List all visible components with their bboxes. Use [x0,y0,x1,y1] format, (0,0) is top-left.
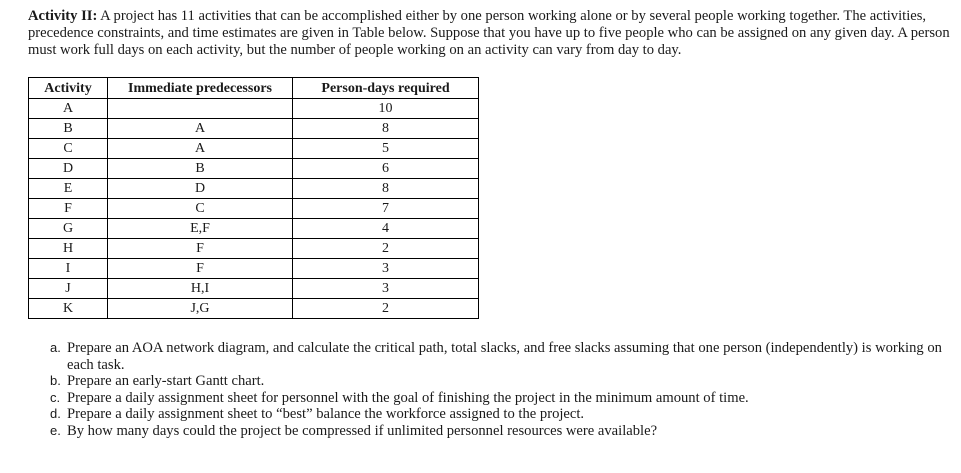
activity-cell: D [29,159,108,179]
item-marker: d. [50,406,61,422]
person-days-cell: 8 [293,119,479,139]
item-marker: c. [50,389,61,405]
activity-heading: Activity II: [28,8,98,24]
list-item [50,340,955,373]
header-activity: Activity [29,78,108,99]
predecessor-cell: A [108,119,293,139]
person-days-cell: 7 [293,199,479,219]
activity-cell: B [29,119,108,139]
table-row [29,279,479,299]
activity-cell: A [29,99,108,119]
activity-cell: E [29,179,108,199]
table-header-row [29,78,479,99]
table-row [29,239,479,259]
item-marker: a. [50,340,61,355]
person-days-cell: 10 [293,99,479,119]
predecessor-cell [108,99,293,119]
item-marker: e. [50,422,61,438]
predecessor-cell: J,G [108,299,293,319]
header-person-days: Person-days required [293,78,479,99]
predecessor-cell: H,I [108,279,293,299]
person-days-cell: 6 [293,159,479,179]
item-text: Prepare a daily assignment sheet for personnel with the goal of finishing the project in the minimum amount of time. [67,389,749,406]
table-row [29,199,479,219]
activity-cell: C [29,139,108,159]
activity-cell: G [29,219,108,239]
table-row [29,159,479,179]
item-text: Prepare an early-start Gantt chart. [67,373,265,390]
table-row [29,219,479,239]
table-row [29,179,479,199]
problem-text: A project has 11 activities that can be accomplished either by one person working alone or by several people working together. The activities, precedence constraints, and time estimates are given in Table below. Suppose that you have up to five people who can be assigned on any given day. A person must work full days on each activity, but the number of people working on an activity can vary from day to day. [28,8,950,58]
activity-cell: J [29,279,108,299]
predecessor-cell: F [108,259,293,279]
list-item [50,373,955,390]
activity-cell: F [29,199,108,219]
person-days-cell: 3 [293,279,479,299]
person-days-cell: 2 [293,299,479,319]
predecessor-cell: C [108,199,293,219]
table-row [29,139,479,159]
activity-cell: I [29,259,108,279]
activity-cell: H [29,239,108,259]
table-row [29,99,479,119]
item-text: By how many days could the project be compressed if unlimited personnel resources were available? [67,422,658,439]
table-row [29,299,479,319]
predecessor-cell: B [108,159,293,179]
predecessor-cell: F [108,239,293,259]
activity-cell: K [29,299,108,319]
person-days-cell: 3 [293,259,479,279]
table-row [29,259,479,279]
list-item [50,423,955,440]
person-days-cell: 8 [293,179,479,199]
item-text: Prepare a daily assignment sheet to “best” balance the workforce assigned to the project. [67,406,585,423]
item-text: Prepare an AOA network diagram, and calculate the critical path, total slacks, and free slacks assuming that one person (independently) is working on each task. [67,340,942,373]
predecessor-cell: E,F [108,219,293,239]
item-marker: b. [50,373,61,389]
list-item [50,390,955,407]
person-days-cell: 5 [293,139,479,159]
predecessor-cell: D [108,179,293,199]
problem-statement [28,8,956,59]
list-item [50,406,955,423]
person-days-cell: 2 [293,239,479,259]
activity-table [28,77,479,319]
task-list [50,340,955,440]
table-row [29,119,479,139]
header-predecessors: Immediate predecessors [108,78,293,99]
predecessor-cell: A [108,139,293,159]
person-days-cell: 4 [293,219,479,239]
